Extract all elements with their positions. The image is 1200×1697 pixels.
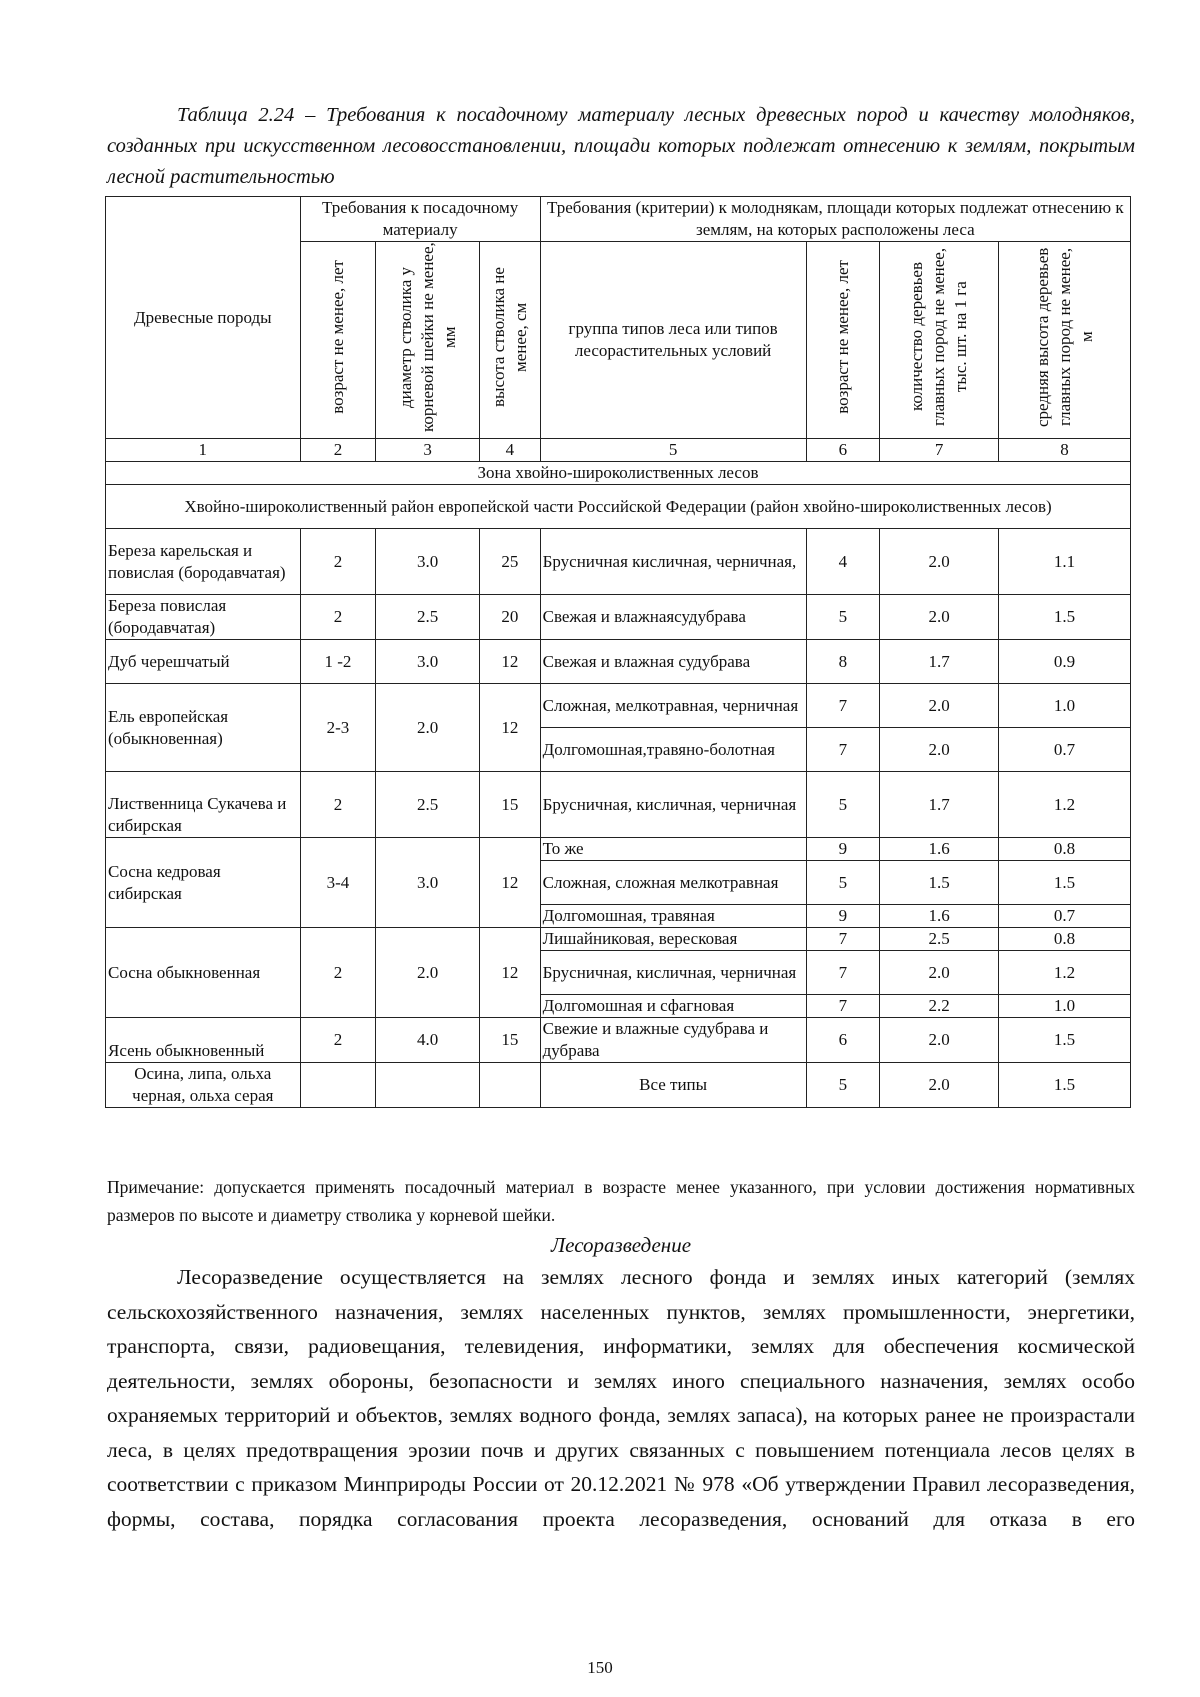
forest-type-cell: Свежая и влажнаясудубрава <box>540 595 806 640</box>
stem-diameter-cell: 2.0 <box>376 928 480 1018</box>
header-col2 <box>300 242 376 439</box>
planting-age-cell: 2 <box>300 772 376 838</box>
col-number: 3 <box>376 439 480 462</box>
stem-height-cell: 15 <box>480 1018 541 1063</box>
header-species: Древесные породы <box>106 197 301 439</box>
page-number: 150 <box>587 1658 613 1677</box>
planting-age-cell: 2 <box>300 1018 376 1063</box>
young-age-cell: 5 <box>806 861 880 905</box>
region-row: Хвойно-широколиственный район европейской части Российской Федерации (район хвойно-широколиственных лесов) <box>106 485 1131 529</box>
mean-height-cell: 1.1 <box>999 529 1131 595</box>
stem-height-cell: 12 <box>480 640 541 684</box>
table-row <box>106 928 1131 951</box>
tree-count-cell: 2.0 <box>880 1018 999 1063</box>
young-age-cell: 9 <box>806 905 880 928</box>
tree-count-cell: 2.0 <box>880 684 999 728</box>
tree-count-cell: 2.0 <box>880 595 999 640</box>
young-age-cell: 9 <box>806 838 880 861</box>
planting-age-cell <box>300 1063 376 1108</box>
species-cell: Береза повислая (бородавчатая) <box>106 595 301 640</box>
mean-height-cell: 1.2 <box>999 951 1131 995</box>
table-note: Примечание: допускается применять посадочный материал в возрасте менее указанного, при условии достижения нормативных размеров по высоте и диаметру стволика у корневой шейки. <box>107 1177 1135 1225</box>
species-cell: Дуб черешчатый <box>106 640 301 684</box>
young-age-cell: 7 <box>806 951 880 995</box>
section-title: Лесоразведение <box>550 1233 692 1257</box>
planting-age-cell: 3-4 <box>300 838 376 928</box>
mean-height-cell: 0.7 <box>999 905 1131 928</box>
forest-type-cell: То же <box>540 838 806 861</box>
table-row <box>106 838 1131 861</box>
mean-height-cell: 1.5 <box>999 1063 1131 1108</box>
stem-diameter-cell: 4.0 <box>376 1018 480 1063</box>
forest-type-cell: Брусничная, кисличная, черничная <box>540 951 806 995</box>
table-row <box>106 529 1131 595</box>
stem-height-cell <box>480 1063 541 1108</box>
tree-count-cell: 2.5 <box>880 928 999 951</box>
young-age-cell: 5 <box>806 772 880 838</box>
young-age-cell: 7 <box>806 995 880 1018</box>
header-col7-text: количество деревьев главных пород не менее, тыс. шт. на 1 га <box>907 247 971 427</box>
mean-height-cell: 1.0 <box>999 995 1131 1018</box>
table-row <box>106 595 1131 640</box>
stem-diameter-cell <box>376 1063 480 1108</box>
stem-diameter-cell: 3.0 <box>376 640 480 684</box>
col-number: 2 <box>300 439 376 462</box>
stem-diameter-cell: 2.0 <box>376 684 480 772</box>
body-paragraph: Лесоразведение осуществляется на землях лесного фонда и землях иных категорий (землях сельскохозяйственного назначения, землях населенных пунктов, землях промышленности, энергетики, транспорта, связи, радиовещания, телевидения, информатики, землях для обеспечения космической деятельности, землях обороны, безопасности и землях иного специального назначения, землях особо охраняемых территорий и объектов, землях водного фонда, землях запаса), на которых ранее не произрастали леса, в целях предотвращения эрозии почв и других связанных с повышением потенциала лесов целях в соответствии с приказом Минприроды России от 20.12.2021 № 978 «Об утверждении Правил лесоразведения, формы, состава, порядка согласования проекта лесоразведения, оснований для отказа в его <box>107 1265 1135 1531</box>
header-col3-text: диаметр стволика у корневой шейки не менее, мм <box>395 242 459 432</box>
planting-age-cell: 2 <box>300 928 376 1018</box>
stem-diameter-cell: 3.0 <box>376 838 480 928</box>
forest-type-cell: Сложная, мелкотравная, черничная <box>540 684 806 728</box>
planting-requirements-table <box>105 196 1131 1108</box>
table-row <box>106 1018 1131 1063</box>
mean-height-cell: 1.5 <box>999 1018 1131 1063</box>
tree-count-cell: 1.6 <box>880 905 999 928</box>
tree-count-cell: 2.2 <box>880 995 999 1018</box>
table-caption: Таблица 2.24 – Требования к посадочному материалу лесных древесных пород и качеству молодняков, созданных при искусственном лесовосстановлении, площади которых подлежат отнесению к землям, покрытым лесной растительностью <box>107 104 1135 188</box>
stem-height-cell: 12 <box>480 684 541 772</box>
species-cell: Сосна обыкновенная <box>106 928 301 1018</box>
stem-height-cell: 12 <box>480 838 541 928</box>
col-number: 8 <box>999 439 1131 462</box>
forest-type-cell: Долгомошная,травяно-болотная <box>540 728 806 772</box>
forest-type-cell: Сложная, сложная мелкотравная <box>540 861 806 905</box>
header-col4-text: высота стволика не менее, см <box>488 267 530 407</box>
young-age-cell: 8 <box>806 640 880 684</box>
col-number: 5 <box>540 439 806 462</box>
young-age-cell: 5 <box>806 595 880 640</box>
table-row <box>106 640 1131 684</box>
planting-age-cell: 2-3 <box>300 684 376 772</box>
col-number: 4 <box>480 439 541 462</box>
young-age-cell: 7 <box>806 684 880 728</box>
stem-diameter-cell: 3.0 <box>376 529 480 595</box>
table-row <box>106 1063 1131 1108</box>
tree-count-cell: 2.0 <box>880 728 999 772</box>
header-col8 <box>999 242 1131 439</box>
tree-count-cell: 2.0 <box>880 529 999 595</box>
col-number: 7 <box>880 439 999 462</box>
mean-height-cell: 0.7 <box>999 728 1131 772</box>
stem-height-cell: 25 <box>480 529 541 595</box>
header-col8-text: средняя высота деревьев главных пород не менее, м <box>1032 247 1096 427</box>
header-col4 <box>480 242 541 439</box>
tree-count-cell: 1.7 <box>880 640 999 684</box>
col-number: 6 <box>806 439 880 462</box>
young-age-cell: 4 <box>806 529 880 595</box>
species-cell: Береза карельская и повислая (бородавчатая) <box>106 529 301 595</box>
mean-height-cell: 1.5 <box>999 595 1131 640</box>
stem-diameter-cell: 2.5 <box>376 772 480 838</box>
stem-height-cell: 15 <box>480 772 541 838</box>
header-col2-text: возраст не менее, лет <box>327 260 347 414</box>
planting-age-cell: 1 -2 <box>300 640 376 684</box>
table-row <box>106 684 1131 728</box>
tree-count-cell: 1.7 <box>880 772 999 838</box>
forest-type-cell: Свежая и влажная судубрава <box>540 640 806 684</box>
forest-type-cell: Долгомошная, травяная <box>540 905 806 928</box>
stem-diameter-cell: 2.5 <box>376 595 480 640</box>
young-age-cell: 7 <box>806 928 880 951</box>
mean-height-cell: 0.8 <box>999 838 1131 861</box>
header-col7 <box>880 242 999 439</box>
tree-count-cell: 2.0 <box>880 1063 999 1108</box>
tree-count-cell: 1.6 <box>880 838 999 861</box>
forest-type-cell: Все типы <box>540 1063 806 1108</box>
forest-type-cell: Свежие и влажные судубрава и дубрава <box>540 1018 806 1063</box>
planting-age-cell: 2 <box>300 595 376 640</box>
mean-height-cell: 1.5 <box>999 861 1131 905</box>
header-young-stands: Требования (критерии) к молоднякам, площади которых подлежат отнесению к землям, на которых расположены леса <box>540 197 1130 242</box>
zone-row: Зона хвойно-широколиственных лесов <box>106 462 1131 485</box>
header-col6 <box>806 242 880 439</box>
species-cell: Осина, липа, ольха черная, ольха серая <box>106 1063 301 1108</box>
planting-age-cell: 2 <box>300 529 376 595</box>
stem-height-cell: 20 <box>480 595 541 640</box>
species-cell: Ясень обыкновенный <box>106 1018 301 1063</box>
column-numbers-row <box>106 439 1131 462</box>
species-cell: Сосна кедровая сибирская <box>106 838 301 928</box>
young-age-cell: 7 <box>806 728 880 772</box>
forest-type-cell: Брусничная кисличная, черничная, <box>540 529 806 595</box>
young-age-cell: 5 <box>806 1063 880 1108</box>
mean-height-cell: 1.2 <box>999 772 1131 838</box>
tree-count-cell: 2.0 <box>880 951 999 995</box>
mean-height-cell: 0.8 <box>999 928 1131 951</box>
header-planting-material: Требования к посадочному материалу <box>300 197 540 242</box>
table-row <box>106 772 1131 838</box>
header-col3 <box>376 242 480 439</box>
species-cell: Лиственница Сукачева и сибирская <box>106 772 301 838</box>
header-col6-text: возраст не менее, лет <box>832 260 852 414</box>
stem-height-cell: 12 <box>480 928 541 1018</box>
col-number: 1 <box>106 439 301 462</box>
header-col5: группа типов леса или типов лесорастительных условий <box>540 242 806 439</box>
forest-type-cell: Лишайниковая, вересковая <box>540 928 806 951</box>
mean-height-cell: 1.0 <box>999 684 1131 728</box>
forest-type-cell: Брусничная, кисличная, черничная <box>540 772 806 838</box>
forest-type-cell: Долгомошная и сфагновая <box>540 995 806 1018</box>
tree-count-cell: 1.5 <box>880 861 999 905</box>
young-age-cell: 6 <box>806 1018 880 1063</box>
mean-height-cell: 0.9 <box>999 640 1131 684</box>
species-cell: Ель европейская (обыкновенная) <box>106 684 301 772</box>
